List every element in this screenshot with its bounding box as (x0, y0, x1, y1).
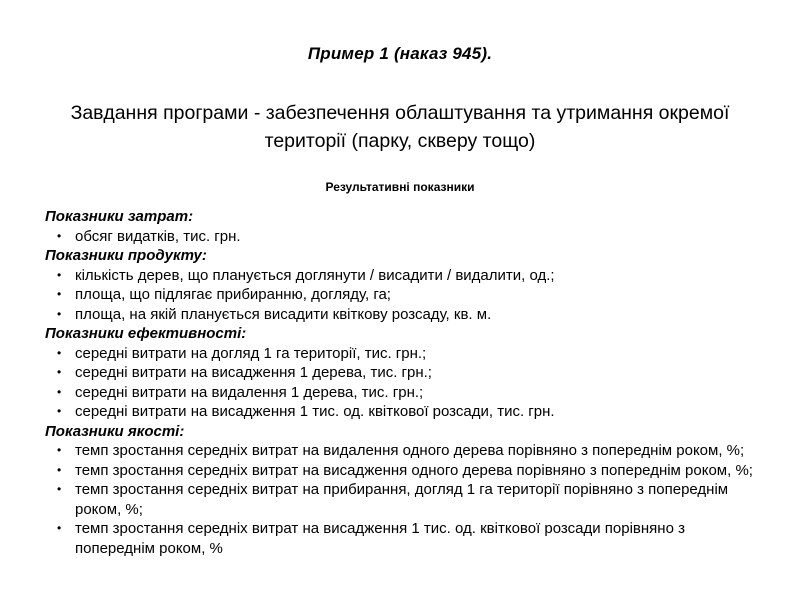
bullet-icon: • (57, 365, 62, 379)
bullet-item (45, 363, 758, 383)
bullet-text: середні витрати на висадження 1 тис. од. квіткової розсади, тис. грн. (75, 403, 555, 420)
bullet-text: обсяг видатків, тис. грн. (75, 227, 241, 245)
bullet-icon: • (57, 462, 62, 477)
bullet-text: площа, на якій планується висадити квіткову розсаду, кв. м. (75, 305, 492, 323)
results-indicators-heading: Результативні показники (325, 180, 475, 194)
section-label: Показники затрат: (45, 208, 194, 225)
bullet-text: темп зростання середніх витрат на висадження 1 тис. од. квіткової розсади порівняно з попереднім роком, % (75, 520, 685, 557)
bullet-item (45, 383, 758, 403)
section-label: Показники якості: (45, 422, 185, 440)
slide-title: Пример 1 (наказ 945). (307, 44, 493, 63)
bullet-item (45, 461, 758, 481)
bullet-icon: • (57, 443, 62, 457)
bullet-icon: • (57, 228, 62, 243)
bullet-icon: • (57, 306, 62, 321)
bullet-text: темп зростання середніх витрат на видалення одного дерева порівняно з попереднім роком, %; (75, 442, 745, 459)
bullet-item (45, 227, 758, 247)
section-label: Показники продукту: (45, 247, 207, 264)
bullet-item (45, 266, 758, 286)
bullet-item (45, 402, 758, 422)
bullet-icon: • (57, 384, 62, 399)
bullet-item (45, 480, 758, 519)
indicators-content (45, 207, 758, 558)
bullet-icon: • (57, 267, 62, 282)
section-label: Показники ефективності: (45, 325, 247, 342)
bullet-text: темп зростання середніх витрат на висадження одного дерева порівняно з попереднім роком, %; (75, 461, 753, 479)
slide-subtitle: Завдання програми - забезпечення облаштування та утримання окремої території (парку, скверу тощо) (70, 102, 730, 152)
bullet-icon: • (57, 482, 62, 496)
bullet-text: темп зростання середніх витрат на прибирання, догляд 1 га території порівняно з попереднім роком, %; (75, 481, 729, 518)
bullet-text: середні витрати на видалення 1 дерева, тис. грн.; (75, 383, 424, 401)
bullet-text: середні витрати на висадження 1 дерева, тис. грн.; (75, 364, 432, 381)
bullet-item (45, 285, 758, 305)
bullet-icon: • (57, 345, 62, 360)
bullet-item (45, 441, 758, 461)
bullet-text: площа, що підлягає прибиранню, догляду, га; (75, 286, 391, 303)
bullet-item (45, 519, 758, 558)
bullet-icon: • (57, 521, 62, 535)
bullet-icon: • (57, 404, 62, 418)
bullet-text: середні витрати на догляд 1 га території, тис. грн.; (75, 344, 427, 362)
bullet-item (45, 344, 758, 364)
bullet-icon: • (57, 287, 62, 301)
bullet-item (45, 305, 758, 325)
bullet-text: кількість дерев, що планується доглянути / висадити / видалити, од.; (75, 266, 555, 284)
